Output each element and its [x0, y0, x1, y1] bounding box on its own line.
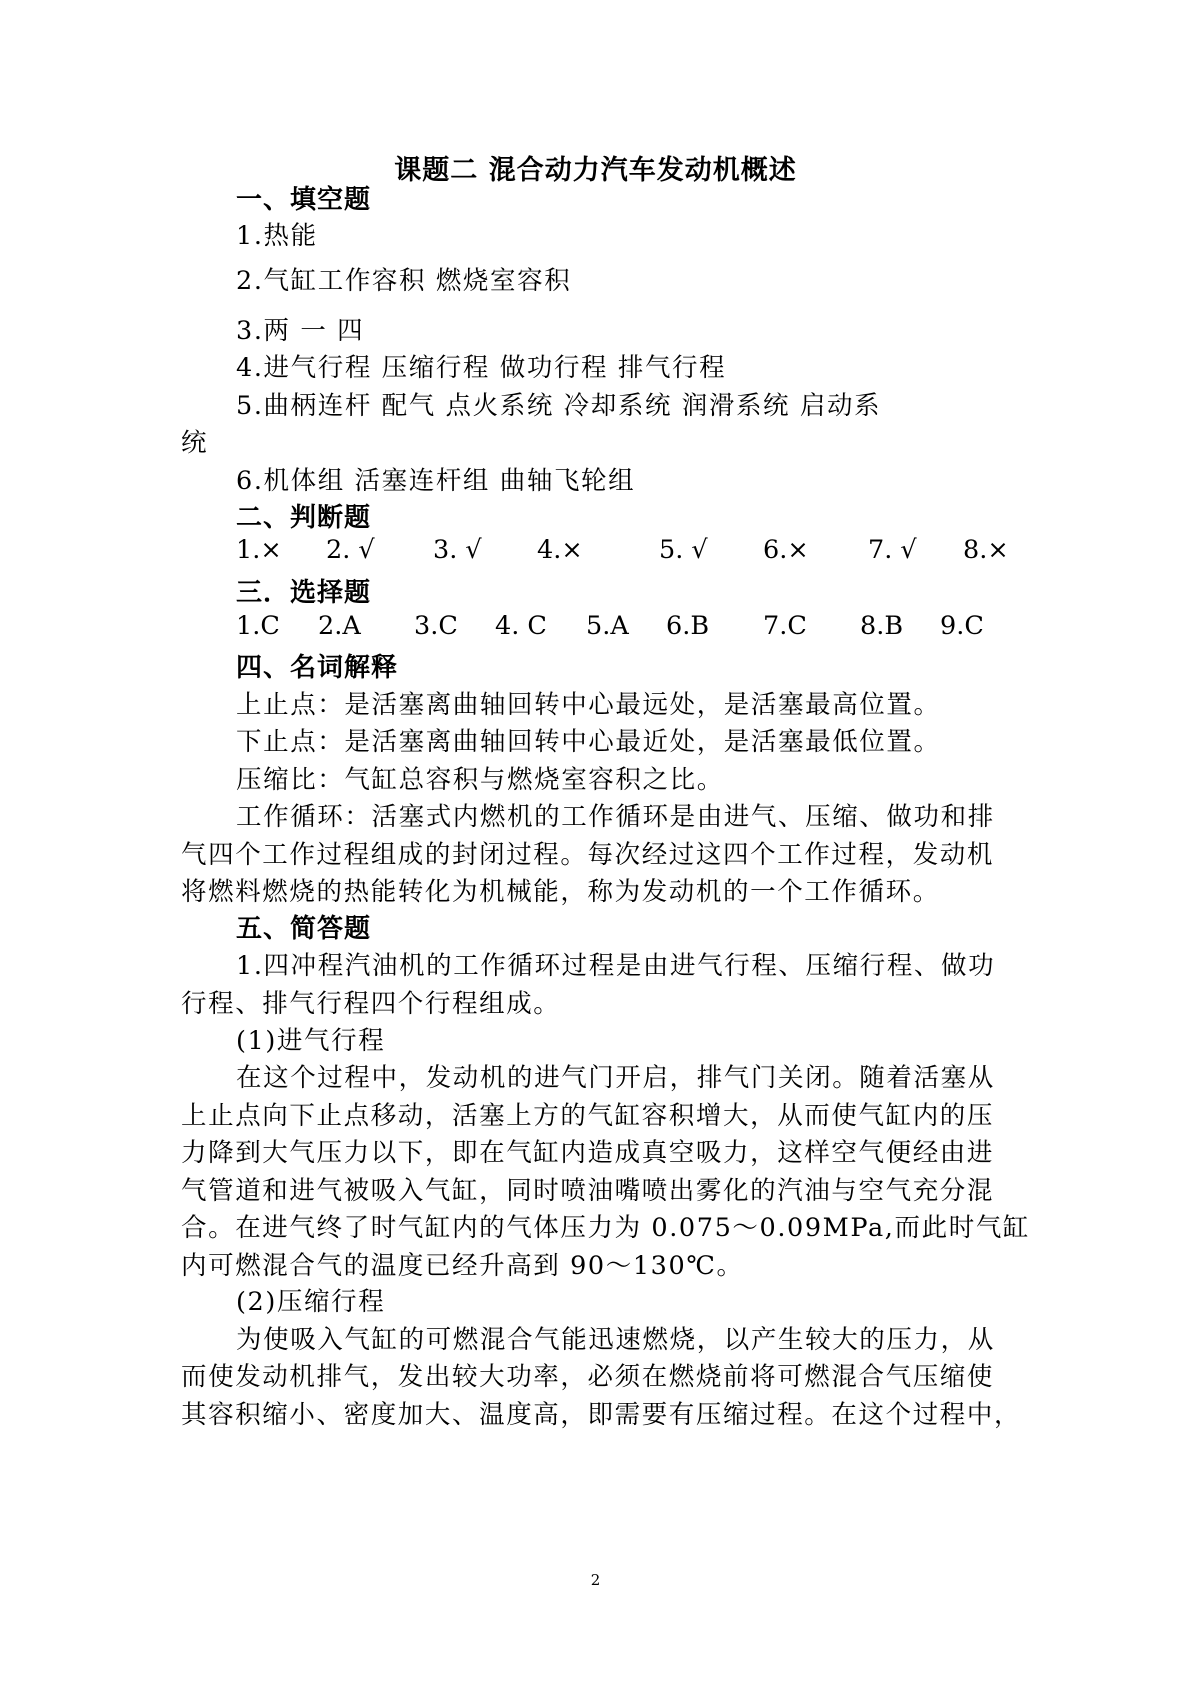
compression-paragraph-line-1: 为使吸入气缸的可燃混合气能迅速燃烧，以产生较大的压力，从 [236, 1325, 995, 1355]
tf-answer-6: 6.× [763, 535, 809, 565]
fill-answer-3: 3.两 一 四 [236, 316, 365, 346]
definition-work-cycle: 工作循环：活塞式内燃机的工作循环是由进气、压缩、做功和排 [236, 802, 995, 832]
mc-answer-7: 7.C [763, 611, 807, 641]
subheading-compression-stroke: (2)压缩行程 [236, 1287, 386, 1317]
fill-answer-6: 6.机体组 活塞连杆组 曲轴飞轮组 [236, 466, 636, 496]
page-title: 课题二 混合动力汽车发动机概述 [394, 155, 797, 186]
fill-answer-2: 2.气缸工作容积 燃烧室容积 [236, 266, 572, 296]
tf-answer-8: 8.× [963, 535, 1009, 565]
tf-answer-3: 3. √ [433, 535, 482, 565]
intake-paragraph-line-2: 上止点向下止点移动，活塞上方的气缸容积增大，从而使气缸内的压 [181, 1101, 995, 1131]
short-answer-1-line-2: 行程、排气行程四个行程组成。 [181, 989, 561, 1019]
mc-answer-3: 3.C [414, 611, 458, 641]
compression-paragraph-line-2: 而使发动机排气，发出较大功率，必须在燃烧前将可燃混合气压缩使 [181, 1362, 995, 1392]
fill-answer-5-continued: 统 [181, 428, 209, 458]
definition-work-cycle-line-3: 将燃料燃烧的热能转化为机械能，称为发动机的一个工作循环。 [181, 877, 940, 907]
fill-answer-5: 5.曲柄连杆 配气 点火系统 冷却系统 润滑系统 启动系 [236, 391, 882, 421]
definition-compression-ratio: 压缩比：气缸总容积与燃烧室容积之比。 [236, 765, 724, 795]
section-heading-definitions: 四、名词解释 [236, 653, 399, 683]
page-number: 2 [590, 1571, 601, 1589]
mc-answer-5: 5.A [586, 611, 629, 641]
mc-answer-2: 2.A [318, 611, 361, 641]
fill-answer-4: 4.进气行程 压缩行程 做功行程 排气行程 [236, 353, 727, 383]
intake-paragraph-line-1: 在这个过程中，发动机的进气门开启，排气门关闭。随着活塞从 [236, 1063, 995, 1093]
section-heading-short-answer: 五、简答题 [236, 914, 372, 944]
subheading-intake-stroke: (1)进气行程 [236, 1026, 386, 1056]
mc-answer-1: 1.C [236, 611, 280, 641]
tf-answer-1: 1.× [236, 535, 282, 565]
mc-answer-9: 9.C [940, 611, 984, 641]
mc-answer-8: 8.B [860, 611, 904, 641]
short-answer-1: 1.四冲程汽油机的工作循环过程是由进气行程、压缩行程、做功 [236, 951, 996, 981]
mc-answer-4: 4. C [495, 611, 547, 641]
intake-paragraph-line-4: 气管道和进气被吸入气缸，同时喷油嘴喷出雾化的汽油与空气充分混 [181, 1176, 995, 1206]
tf-answer-5: 5. √ [659, 535, 708, 565]
section-heading-fill-in: 一、填空题 [236, 185, 372, 215]
definition-work-cycle-line-2: 气四个工作过程组成的封闭过程。每次经过这四个工作过程，发动机 [181, 840, 995, 870]
section-heading-multiple-choice: 三．选择题 [236, 578, 372, 608]
tf-answer-2: 2. √ [326, 535, 375, 565]
section-heading-true-false: 二、判断题 [236, 503, 372, 533]
intake-paragraph-line-3: 力降到大气压力以下，即在气缸内造成真空吸力，这样空气便经由进 [181, 1138, 995, 1168]
compression-paragraph-line-3: 其容积缩小、密度加大、温度高，即需要有压缩过程。在这个过程中， [181, 1400, 1022, 1430]
tf-answer-4: 4.× [537, 535, 583, 565]
intake-paragraph-line-5: 合。在进气终了时气缸内的气体压力为 0.075～0.09MPa,而此时气缸 [181, 1213, 1031, 1243]
definition-bottom-dead-center: 下止点：是活塞离曲轴回转中心最近处，是活塞最低位置。 [236, 727, 941, 757]
tf-answer-7: 7. √ [868, 535, 917, 565]
definition-top-dead-center: 上止点：是活塞离曲轴回转中心最远处，是活塞最高位置。 [236, 690, 941, 720]
fill-answer-1: 1.热能 [236, 221, 318, 251]
intake-paragraph-line-6: 内可燃混合气的温度已经升高到 90～130℃。 [181, 1251, 744, 1281]
mc-answer-6: 6.B [666, 611, 710, 641]
